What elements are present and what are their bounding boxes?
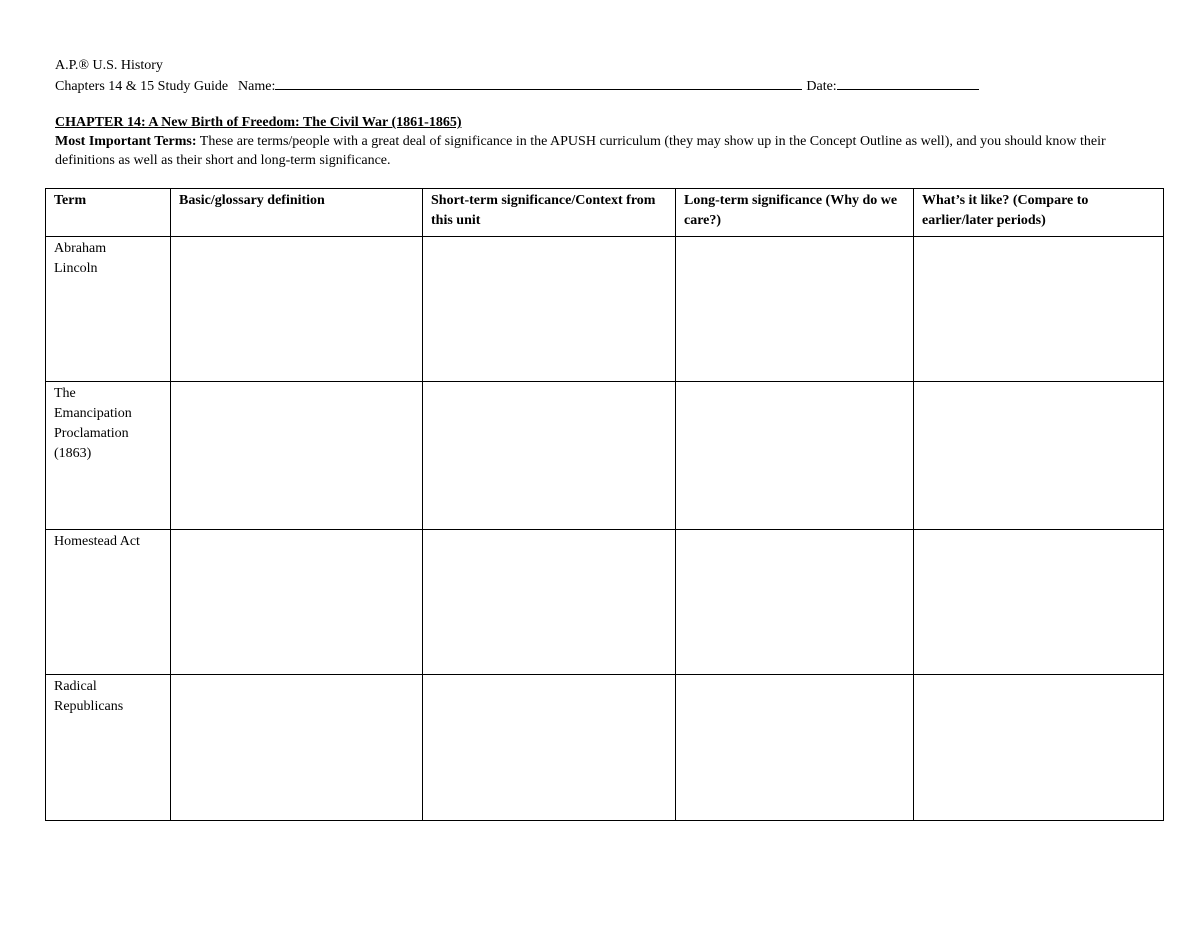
definition-cell[interactable] [171, 382, 423, 530]
document-header [55, 56, 979, 96]
short-term-cell[interactable] [423, 237, 676, 382]
compare-cell[interactable] [914, 237, 1164, 382]
table-row [46, 530, 1164, 675]
intro-text: These are terms/people with a great deal of significance in the APUSH curriculum (they may show up in the Concept Outline as well), and you should know their definitions as well as their short and long-term significance. [55, 134, 1106, 168]
term-cell: Homestead Act [46, 530, 171, 675]
header-long-term: Long-term significance (Why do we care?) [676, 189, 914, 237]
definition-cell[interactable] [171, 530, 423, 675]
chapter-section [55, 113, 1155, 170]
compare-cell[interactable] [914, 382, 1164, 530]
table-row [46, 382, 1164, 530]
header-compare: What’s it like? (Compare to earlier/later periods) [914, 189, 1164, 237]
definition-cell[interactable] [171, 237, 423, 382]
guide-line [55, 75, 979, 96]
term-cell: The Emancipation Proclamation (1863) [46, 382, 171, 530]
table-row [46, 237, 1164, 382]
table-row [46, 675, 1164, 821]
date-blank[interactable] [837, 75, 979, 90]
compare-cell[interactable] [914, 530, 1164, 675]
long-term-cell[interactable] [676, 530, 914, 675]
table-header-row [46, 189, 1164, 237]
intro-bold-label: Most Important Terms: [55, 134, 197, 149]
header-short-term: Short-term significance/Context from this unit [423, 189, 676, 237]
date-label: Date: [806, 79, 837, 94]
header-definition: Basic/glossary definition [171, 189, 423, 237]
course-title: A.P.® U.S. History [55, 58, 163, 73]
name-label: Name: [238, 79, 276, 94]
compare-cell[interactable] [914, 675, 1164, 821]
chapter-title: CHAPTER 14: A New Birth of Freedom: The Civil War (1861-1865) [55, 115, 462, 130]
definition-cell[interactable] [171, 675, 423, 821]
chapter-intro [55, 132, 1155, 170]
header-term: Term [46, 189, 171, 237]
short-term-cell[interactable] [423, 675, 676, 821]
long-term-cell[interactable] [676, 675, 914, 821]
long-term-cell[interactable] [676, 382, 914, 530]
guide-title: Chapters 14 & 15 Study Guide [55, 79, 229, 94]
name-blank[interactable] [275, 75, 802, 90]
terms-table [45, 188, 1164, 821]
short-term-cell[interactable] [423, 530, 676, 675]
short-term-cell[interactable] [423, 382, 676, 530]
long-term-cell[interactable] [676, 237, 914, 382]
term-cell: Abraham Lincoln [46, 237, 171, 382]
term-cell: Radical Republicans [46, 675, 171, 821]
